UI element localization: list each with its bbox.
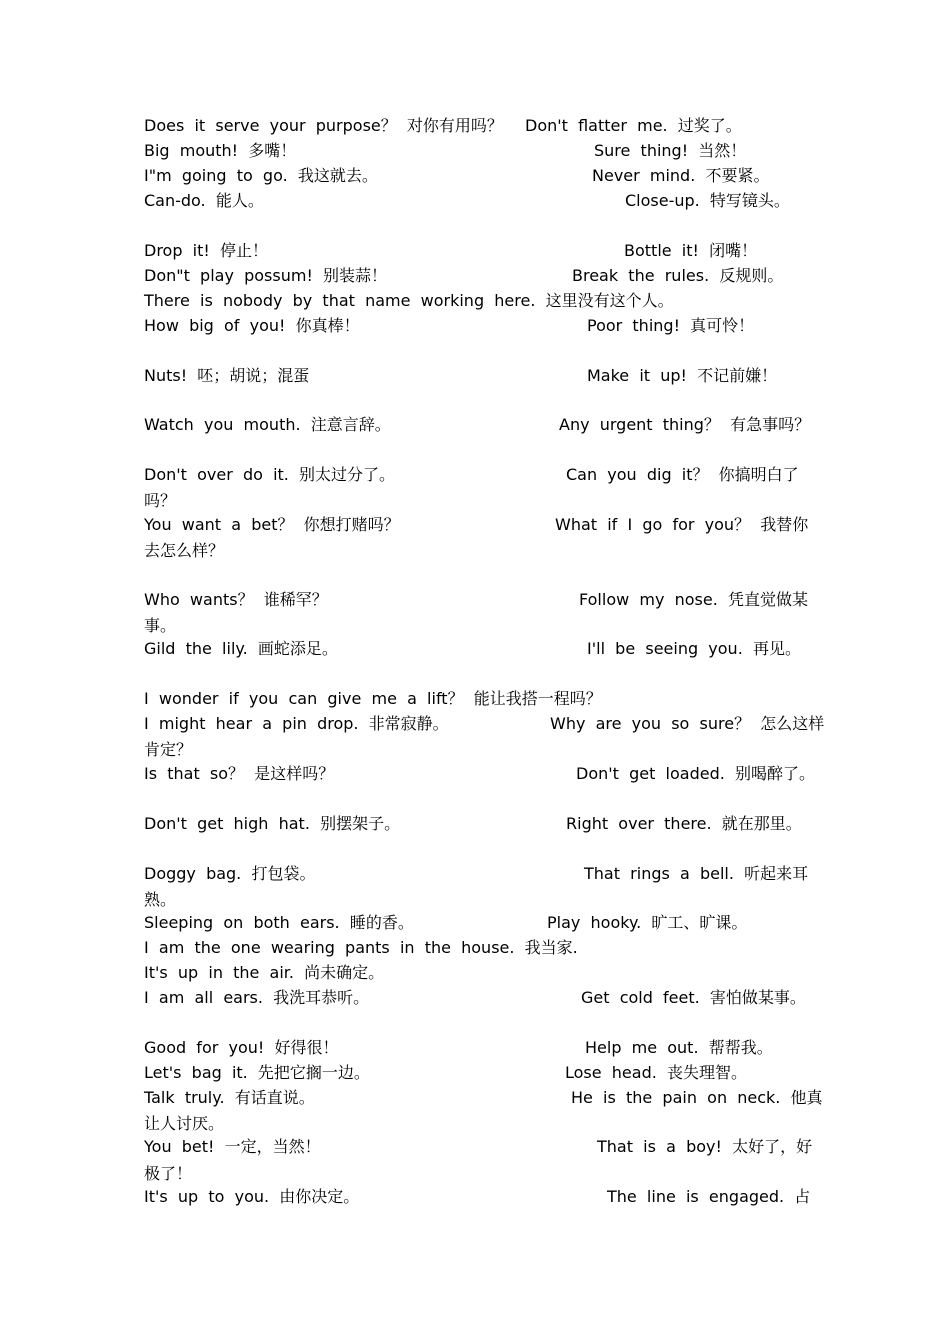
phrase-line [144,1184,809,1209]
phrase-line [144,1111,809,1136]
phrase-right: Why are you so sure？ 怎么这样 [550,714,825,733]
phrase-right: Don't flatter me. 过奖了。 [525,116,742,135]
phrase-left: Doggy bag. 打包袋。 [144,864,316,883]
phrase-left: Watch you mouth. 注意言辞。 [144,415,391,434]
phrase-left: You want a bet？ 你想打赌吗？ [144,515,400,534]
phrase-right: That is a boy! 太好了，好 [597,1137,813,1156]
phrase-line [144,538,809,563]
phrase-left: Good for you! 好得很！ [144,1038,339,1057]
phrase-left: Can-do. 能人。 [144,191,264,210]
phrase-left: Is that so？ 是这样吗？ [144,764,335,783]
phrase-left: Don"t play possum! 别装蒜！ [144,266,388,285]
phrase-left: I might hear a pin drop. 非常寂静。 [144,714,449,733]
phrase-line [144,488,809,513]
phrase-line [144,113,809,138]
phrase-line [144,861,809,886]
phrase-right: Play hooky. 旷工、旷课。 [547,913,748,932]
phrase-left: 事。 [144,616,177,635]
phrase-left: I am the one wearing pants in the house. 我当家. [144,938,578,957]
phrase-line [144,613,809,638]
phrase-line [144,761,815,786]
phrase-right: He is the pain on neck. 他真 [571,1088,823,1107]
phrase-left: Talk truly. 有话直说。 [144,1088,315,1107]
phrase-right: The line is engaged. 占 [607,1187,811,1206]
phrase-left: Does it serve your purpose？ 对你有用吗？ [144,116,503,135]
phrase-left: It's up to you. 由你决定。 [144,1187,360,1206]
phrase-left: 熟。 [144,890,177,909]
phrase-right: Can you dig it？ 你搞明白了 [566,465,799,484]
phrase-line [144,811,809,836]
phrase-left: Don't get high hat. 别摆架子。 [144,814,401,833]
phrase-line [144,1161,809,1186]
phrase-left: 肯定？ [144,740,193,759]
phrase-left: Sleeping on both ears. 睡的香。 [144,913,414,932]
phrase-right: Poor thing! 真可怜！ [587,316,755,335]
phrase-right: Don't get loaded. 别喝醉了。 [576,764,815,783]
phrase-line [144,163,809,188]
phrase-line [144,1035,809,1060]
phrase-left: Gild the lily. 画蛇添足。 [144,639,338,658]
phrase-line [144,313,809,338]
phrase-line [144,412,809,437]
phrase-left: Drop it! 停止！ [144,241,268,260]
phrase-right: Get cold feet. 害怕做某事。 [581,988,806,1007]
phrase-left: Don't over do it. 别太过分了。 [144,465,396,484]
phrase-left: How big of you! 你真棒！ [144,316,360,335]
phrase-right: Never mind. 不要紧。 [592,166,770,185]
phrase-line [144,887,809,912]
phrase-right: Sure thing! 当然！ [594,141,747,160]
phrase-left: 让人讨厌。 [144,1114,225,1133]
phrase-right: Follow my nose. 凭直觉做某 [579,590,808,609]
phrase-line [144,462,809,487]
phrase-left: You bet! 一定，当然！ [144,1137,321,1156]
phrase-line [144,960,809,985]
phrase-line [144,1060,809,1085]
phrase-line [144,238,809,263]
phrase-left: I"m going to go. 我这就去。 [144,166,378,185]
phrase-line [144,935,809,960]
phrase-right: What if I go for you？ 我替你 [555,515,809,534]
phrase-right: Any urgent thing？ 有急事吗？ [559,415,811,434]
phrase-left: 吗？ [144,491,177,510]
phrase-left: 去怎么样？ [144,541,225,560]
phrase-right: Help me out. 帮帮我。 [585,1038,773,1057]
phrase-left: I am all ears. 我洗耳恭听。 [144,988,370,1007]
phrase-left: 极了！ [144,1164,193,1183]
phrase-right: That rings a bell. 听起来耳 [584,864,809,883]
phrase-left: Who wants？ 谁稀罕？ [144,590,328,609]
phrase-right: Right over there. 就在那里。 [566,814,802,833]
phrase-left: It's up in the air. 尚未确定。 [144,963,385,982]
phrase-line [144,263,809,288]
phrase-left: Nuts! 呸；胡说；混蛋 [144,366,310,385]
phrase-line [144,1085,823,1110]
phrase-line [144,985,809,1010]
phrase-left: Big mouth! 多嘴！ [144,141,297,160]
phrase-right: Close-up. 特写镜头。 [625,191,790,210]
phrase-line [144,686,809,711]
phrase-line [144,363,809,388]
phrase-line [144,288,809,313]
phrase-right: Break the rules. 反规则。 [572,266,784,285]
phrase-line [144,711,825,736]
phrase-line [144,1134,813,1159]
phrase-line [144,512,809,537]
phrase-line [144,737,809,762]
phrase-left: There is nobody by that name working here. 这里没有这个人。 [144,291,674,310]
phrase-left: I wonder if you can give me a lift？ 能让我搭一程吗？ [144,689,602,708]
phrase-right: I'll be seeing you. 再见。 [587,639,801,658]
phrase-right: Bottle it! 闭嘴！ [624,241,758,260]
phrase-line [144,188,809,213]
phrase-line [144,587,809,612]
phrase-line [144,138,809,163]
phrase-line [144,636,809,661]
phrase-right: Make it up! 不记前嫌！ [587,366,778,385]
phrase-left: Let's bag it. 先把它搁一边。 [144,1063,370,1082]
phrase-line [144,910,809,935]
phrase-right: Lose head. 丧失理智。 [565,1063,747,1082]
